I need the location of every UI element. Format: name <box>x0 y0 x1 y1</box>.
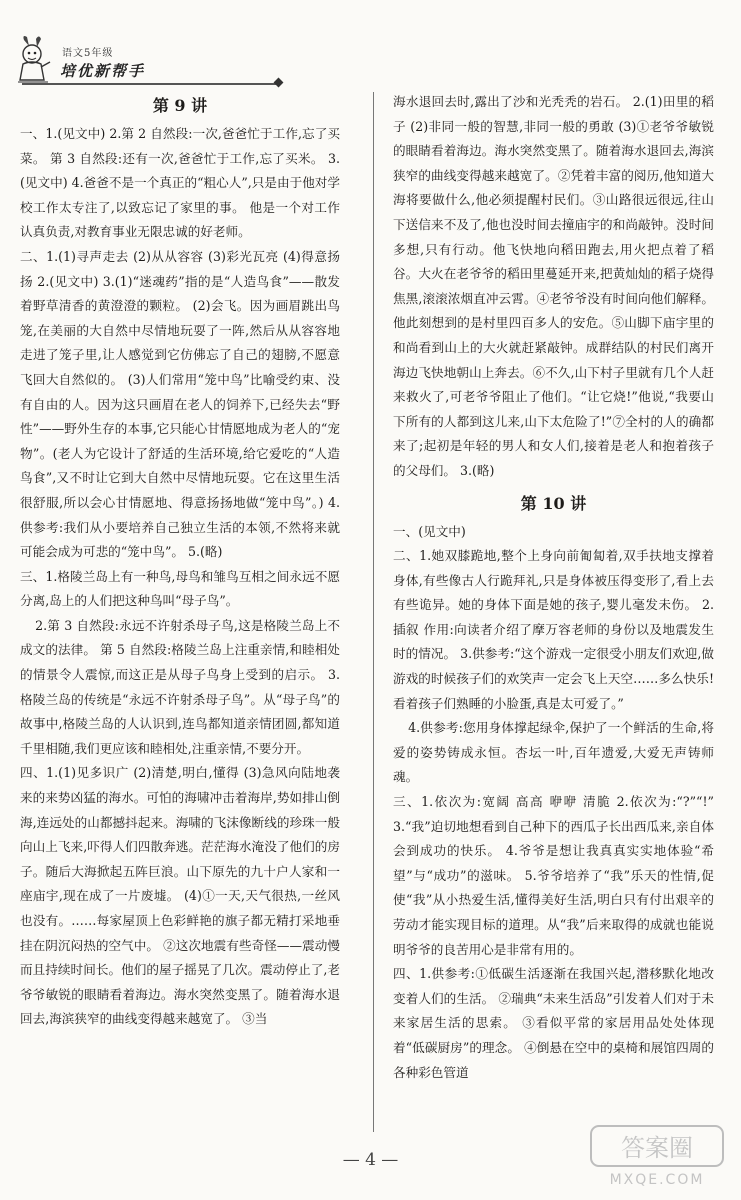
svg-text:MXQE.COM: MXQE.COM <box>609 1172 705 1188</box>
series-grade-label: 语文5年级 <box>62 48 114 59</box>
answer-section-3-cont: 2.第 3 自然段:永远不许射杀母子鸟,这是格陵兰岛上不成文的法律。 第 5 自然段:格陵兰岛上注重亲情,和睦相处的情景令人震惊,而这正是从母子鸟身上受到的启示。 3.格陵兰岛的传统是“永远不许射杀母子鸟”。从“母子鸟”的故事中,格陵兰岛的人认识到,连鸟都知道亲情团圆,都知道千里相随,我们更应该和睦相处,注重亲情,不要分开。 <box>20 617 340 756</box>
answer-section-10-3: 三、1.依次为:宽阔 高高 咿咿 清脆 2.依次为:“?”“!” 3.“我”迫切地想看到自己种下的西瓜子长出西瓜来,亲自体会到成功的快乐。 4.爷爷是想让我真真实实地体验“希望”与“成功”的滋味。 5.爷爷培养了“我”乐天的性情,促使“我”从小热爱生活,懂得美好生活,明白只有付出艰辛的劳动才能实现目标的道理。从“我”后来取得的成就也能说明爷爷的良苦用心是非常有用的。 <box>393 794 714 957</box>
answer-section-3: 三、1.格陵兰岛上有一种鸟,母鸟和雏鸟互相之间永远不愿分离,岛上的人们把这种鸟叫“母子鸟”。 <box>20 568 340 609</box>
series-title: 培优新帮手 <box>60 62 146 80</box>
answer-section-4-cont: 海水退回去时,露出了沙和光秃秃的岩石。 2.(1)田里的稻子 (2)非同一般的智慧,非同一般的勇敢 (3)①老爷爷敏锐的眼睛看着海边。海水突然变黑了。随着海水退回去,海滨狭窄的曲线变得越来越宽了。②凭着丰富的阅历,他知道大海将要做什么,他必须提醒村民们。③山路很远很远,往山下送信来不及了,他也没时间去撞庙宇的和尚敲钟。没时间多想,只有行动。他飞快地向稻田跑去,用火把点着了稻谷。大火在老爷爷的稻田里蔓延开来,把黄灿灿的稻子烧得焦黑,滚滚浓烟直冲云霄。④老爷爷没有时间向他们解释。他此刻想到的是村里四百多人的安危。⑤山脚下庙宇里的和尚看到山上的大火就赶紧敲钟。成群结队的村民们离开海边飞快地朝山上奔去。⑥不久,山下村子里就有几个人赶来救火了,可老爷爷阻止了他们。“让它烧!”他说,“我要山下所有的人都到这儿来,山下太危险了!”⑦全村的人的确都来了;起初是年轻的男人和女人们,接着是老人和抱着孩子的父母们。 3.(略) <box>393 94 714 478</box>
answer-section-10-4: 四、1.供参考:①低碳生活逐渐在我国兴起,潜移默化地改变着人们的生活。 ②瑞典“未来生活岛”引发着人们对于未来家居生活的思索。 ③看似平常的家居用品处处体现着“低碳厨房”的理念。 ④倒悬在空中的桌椅和展馆四周的各种彩色管道 <box>393 966 714 1080</box>
right-column <box>393 90 714 1085</box>
answer-section-1: 一、1.(见文中) 2.第 2 自然段:一次,爸爸忙于工作,忘了买菜。 第 3 自然段:还有一次,爸爸忙于工作,忘了买米。 3.(见文中) 4.爸爸不是一个真正的“粗心人”,只是由于他对学校工作太专注了,以致忘记了家里的事。 他是一个对工作认真负责,对教育事业无限忠诚的好老师。 <box>20 126 340 240</box>
left-column <box>20 90 340 1032</box>
answer-section-4: 四、1.(1)见多识广 (2)清楚,明白,懂得 (3)急风向陆地袭来的来势凶猛的海水。可怕的海啸冲击着海岸,势如排山倒海,连远处的山都撼抖起来。海啸的飞沫像断线的珍珠一般向山上飞来,吓得人们四散奔逃。茫茫海水淹没了他们的房子。随后大海掀起五阵巨浪。山下原先的九十户人家和一座庙宇,现在成了一片废墟。 (4)①一天,天气很热,一丝风也没有。……每家屋顶上色彩鲜艳的旗子都无精打采地垂挂在阴沉闷热的空气中。 ②这次地震有些奇怪——震动慢而且持续时间长。他们的屋子摇晃了几次。震动停止了,老爷爷敏锐的眼睛看着海边。海水突然变黑了。随着海水退回去,海滨狭窄的曲线变得越来越宽了。 ③当 <box>20 765 340 1027</box>
answer-section-2: 二、1.(1)寻声走去 (2)从从容容 (3)彩光瓦亮 (4)得意扬扬 2.(见文中) 3.(1)“迷魂药”指的是“人造鸟食”——散发着野草清香的黄澄澄的颗粒。 (2)会飞。因为画眉跳出鸟笼,在美丽的大自然中尽情地玩耍了一阵,然后从从容容地走进了笼子里,让人感觉到它仿佛忘了自己的翅膀,不愿意飞回大自然似的。 (3)人们常用“笼中鸟”比喻受约束、没有自由的人。因为这只画眉在老人的饲养下,已经失去“野性”——野外生存的本事,它只能心甘情愿地成为老人的“宠物”。(老人为它设计了舒适的生活环境,给它爱吃的“人造鸟食”,又不时让它到大自然中尽情地玩耍。它在这里生活很舒服,所以会心甘情愿地、得意扬扬地做“笼中鸟”。) 4.供参考:我们从小要培养自己独立生活的本领,不然将来就可能会成为可悲的“笼中鸟”。 5.(略) <box>20 248 340 560</box>
header-rule <box>22 83 278 85</box>
answer-section-10-1: 一、(见文中) <box>393 523 466 539</box>
answer-section-10-2: 二、1.她双膝跪地,整个上身向前匍匐着,双手扶地支撑着身体,有些像古人行跪拜礼,只是身体被压得变形了,看上去有些诡异。她的身体下面是她的孩子,婴儿毫发未伤。 2.插叙 作用:向读者介绍了摩万容老师的身份以及地震发生时的情况。 3.供参考:“这个游戏一定很受小朋友们欢迎,做游戏的时候孩子们的欢笑声一定会飞上天空……多么快乐!看着孩子们熟睡的小脸蛋,真是太可爱了。” <box>393 548 714 711</box>
lecture-title-10: 第 10 讲 <box>520 493 587 513</box>
lecture-title-9: 第 9 讲 <box>152 96 208 115</box>
column-divider <box>373 92 374 1132</box>
header-diamond-icon <box>274 78 284 88</box>
watermark-logo <box>587 1120 727 1190</box>
answer-section-10-2-cont: 4.供参考:您用身体撑起绿伞,保护了一个鲜活的生命,将爱的姿势铸成永恒。杏坛一叶,百年遗爱,大爱无声铸师魂。 <box>393 720 714 785</box>
page-number: — 4 — <box>342 1150 399 1170</box>
page-header <box>14 30 286 88</box>
svg-text:答案圈: 答案圈 <box>621 1134 693 1162</box>
mascot-logo-icon <box>14 34 52 84</box>
